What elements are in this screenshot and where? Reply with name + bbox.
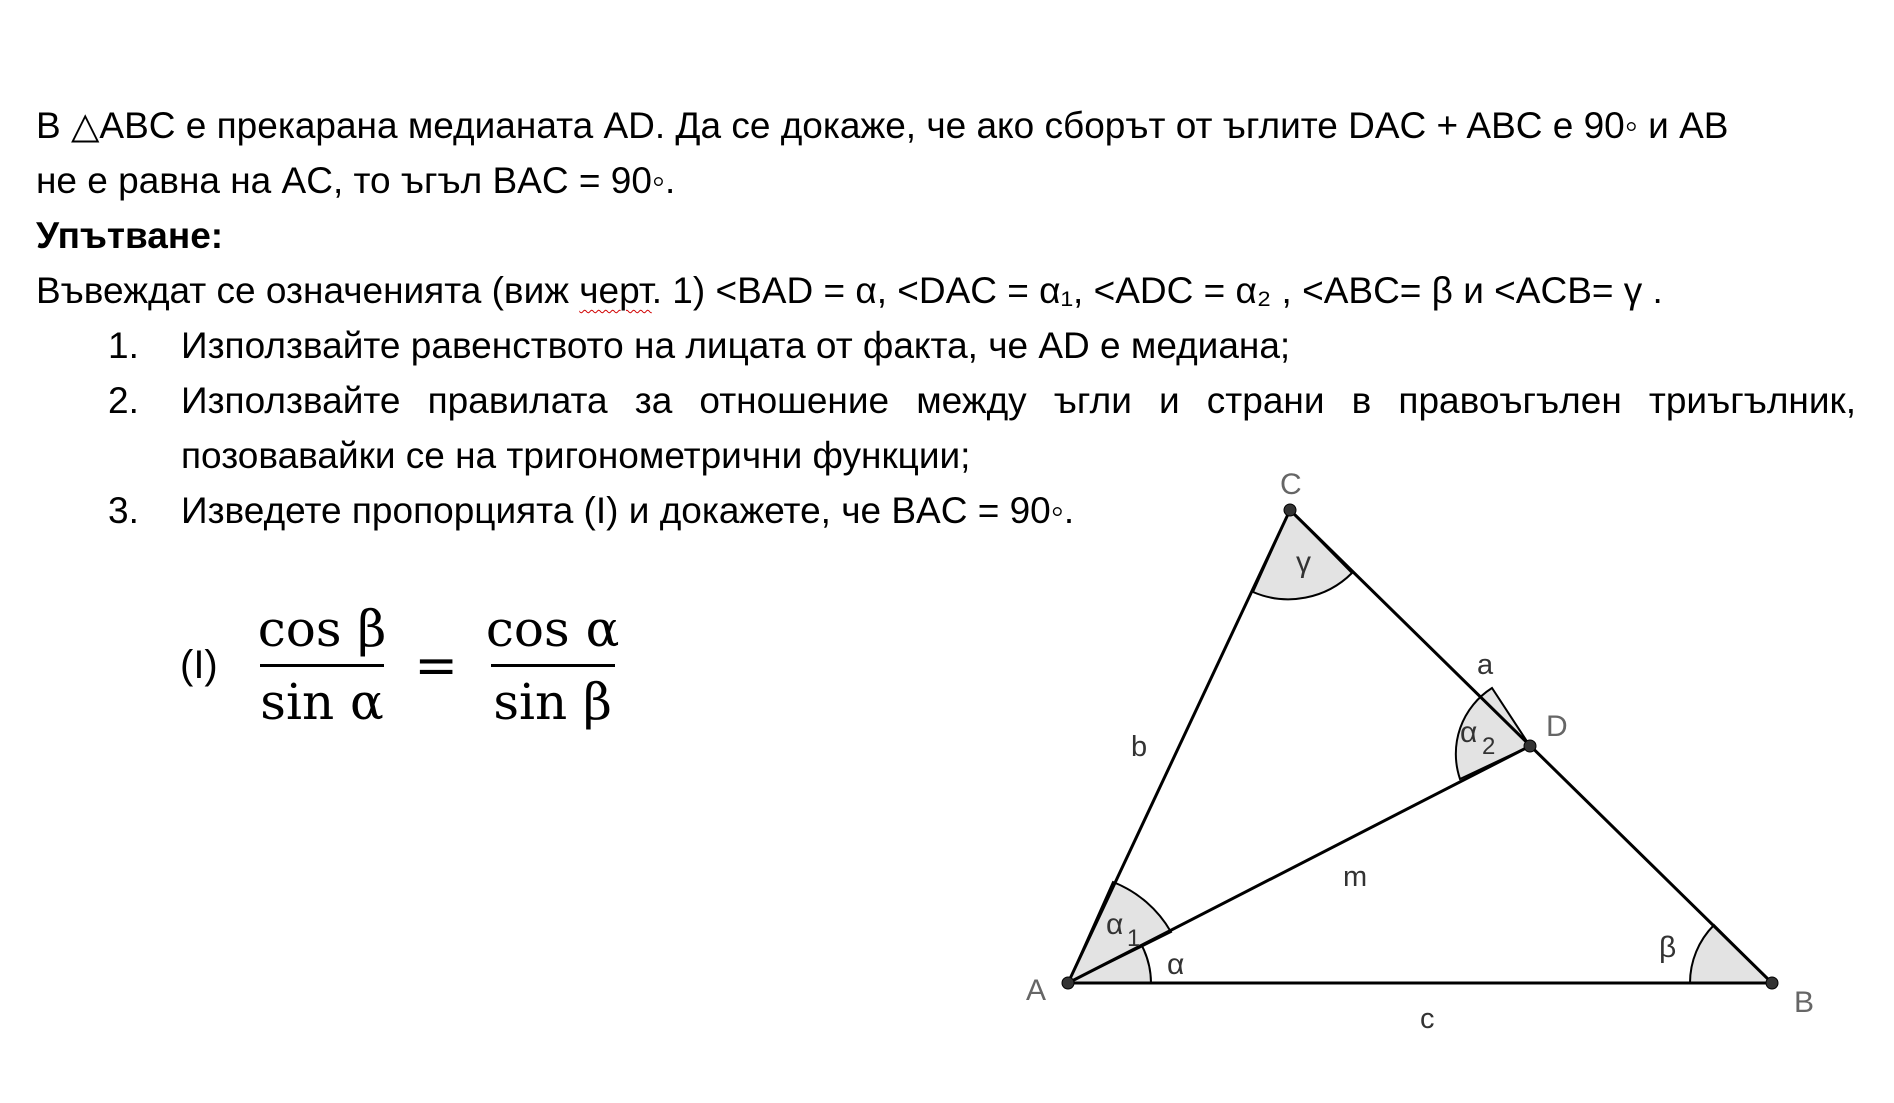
- hint-heading: Упътване:: [36, 215, 224, 256]
- side-label-m: m: [1343, 861, 1368, 893]
- angle-label-beta: β: [1659, 931, 1677, 964]
- hint-item-number: 2.: [108, 380, 139, 421]
- hint-intro-underlined: черт: [579, 270, 652, 311]
- formula-equals: =: [414, 635, 458, 696]
- vertex-point-D: [1524, 740, 1536, 752]
- hint-item-number: 1.: [108, 325, 139, 366]
- formula-right-numerator: cos α: [485, 600, 620, 658]
- vertex-label-D: D: [1546, 710, 1568, 743]
- vertex-label-A: A: [1026, 974, 1047, 1007]
- side-label-b: b: [1131, 731, 1148, 763]
- hint-item-text: Използвайте равенството на лицата от факта, че AD е медиана;: [181, 325, 1291, 366]
- angle-label-alpha1-subscript: 1: [1127, 925, 1141, 952]
- side-label-c: c: [1420, 1003, 1435, 1035]
- vertex-point-A: [1062, 977, 1074, 989]
- angle-label-gamma: γ: [1296, 546, 1311, 579]
- angle-label-alpha2: α: [1460, 716, 1478, 749]
- side-label-a: a: [1477, 649, 1494, 681]
- formula-tag: (I): [180, 643, 218, 687]
- hint-item-number: 3.: [108, 490, 139, 531]
- hint-item-text: Изведете пропорцията (I) и докажете, че BAC = 90◦.: [181, 490, 1075, 531]
- hint-intro-before: Въвеждат се означенията (виж: [36, 270, 580, 311]
- problem-line-1: В △ABC е прекарана медианата AD. Да се докаже, че ако сборът от ъглите DAC + ABC е 90◦ и AB: [36, 105, 1729, 146]
- problem-line-2: не е равна на AC, то ъгъл BAC = 90◦.: [36, 160, 676, 201]
- vertex-label-B: B: [1794, 986, 1815, 1019]
- vertex-point-C: [1284, 504, 1296, 516]
- vertex-point-B: [1766, 977, 1778, 989]
- formula-left-denominator: sin α: [260, 673, 384, 731]
- angle-label-alpha: α: [1167, 948, 1185, 981]
- hint-item-text: Използвайте правилата за отношение между ъгли и страни в правоъгълен триъгълник,: [181, 380, 1856, 421]
- vertex-label-C: C: [1280, 468, 1302, 501]
- formula-right-denominator: sin β: [493, 673, 612, 731]
- hint-intro-after: . 1) <BAD = α, <DAC = α₁, <ADC = α₂ , <ABC= β и <ACB= γ .: [651, 270, 1663, 311]
- angle-label-alpha2-subscript: 2: [1482, 733, 1496, 760]
- side-AC: [1068, 510, 1290, 983]
- angle-sector-beta: [1690, 925, 1772, 983]
- formula-left-numerator: cos β: [257, 600, 387, 658]
- hint-item-text-continued: позовавайки се на тригонометрични функции;: [181, 435, 971, 476]
- angle-label-alpha1: α: [1106, 908, 1124, 941]
